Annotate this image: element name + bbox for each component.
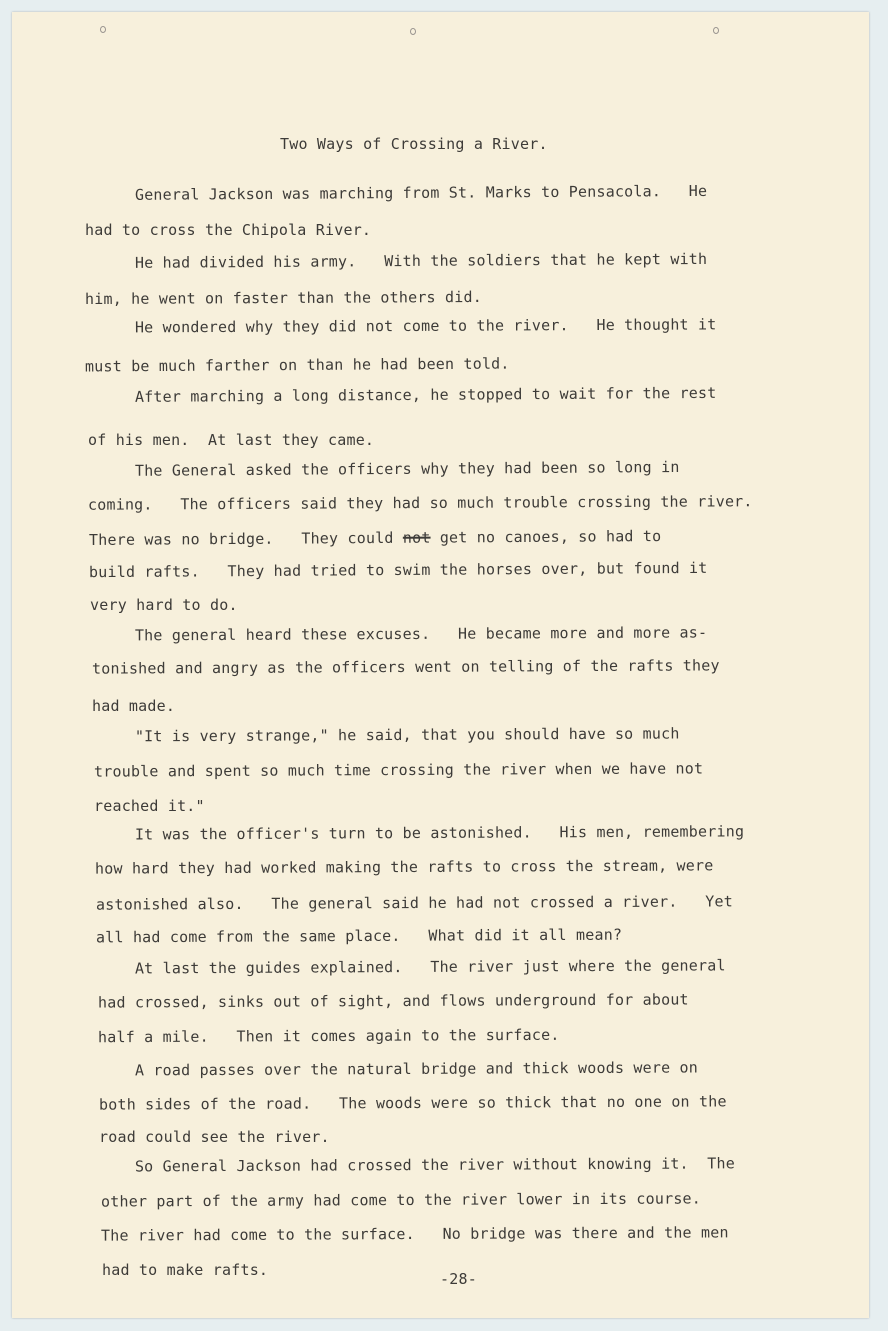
text-line: At last the guides explained. The river just where the general <box>97 956 726 978</box>
text-line: both sides of the road. The woods were so thick that no one on the <box>98 1092 727 1114</box>
text-line: He wondered why they did not come to the river. He thought it <box>97 315 717 337</box>
text-line: had to make rafts. <box>102 1261 269 1279</box>
text-line: After marching a long distance, he stopped to wait for the rest <box>97 383 717 407</box>
text-line: reached it." <box>94 797 205 815</box>
punch-hole-mark <box>410 28 416 35</box>
punch-hole-mark <box>100 26 106 33</box>
text-line: The river had come to the surface. No bridge was there and the men <box>100 1223 729 1245</box>
text-line: tonished and angry as the officers went on telling of the rafts they <box>91 656 720 678</box>
text-line: had made. <box>92 697 176 715</box>
text-line: It was the officer's turn to be astonished. His men, remembering <box>97 822 745 844</box>
page-title: Two Ways of Crossing a River. <box>280 135 548 153</box>
document-page <box>12 12 869 1318</box>
page-number: -28- <box>440 1270 477 1288</box>
text-line: build rafts. They had tried to swim the horses over, but found it <box>88 558 708 582</box>
text-line-end: get no canoes, so had to <box>430 527 662 547</box>
text-line: had crossed, sinks out of sight, and flows underground for about <box>97 990 689 1012</box>
text-line: coming. The officers said they had so much trouble crossing the river. <box>87 492 753 514</box>
text-line-start: There was no bridge. They could <box>88 528 403 549</box>
text-line: other part of the army had come to the river lower in its course. <box>100 1189 702 1211</box>
text-line: must be much farther on than he had been told. <box>84 354 510 376</box>
text-line: The General asked the officers why they had been so long in <box>97 457 680 481</box>
text-line: "It is very strange," he said, that you should have so much <box>97 724 680 746</box>
text-line: General Jackson was marching from St. Marks to Pensacola. He <box>97 181 708 205</box>
text-line: half a mile. Then it comes again to the surface. <box>97 1025 560 1047</box>
text-line: how hard they had worked making the rafts to cross the stream, were <box>94 856 714 878</box>
text-line: all had come from the same place. What did it all mean? <box>95 925 623 947</box>
text-line: trouble and spent so much time crossing the river when we have not <box>93 759 704 781</box>
text-line: had to cross the Chipola River. <box>85 221 372 239</box>
text-line: very hard to do. <box>90 596 238 614</box>
text-line: He had divided his army. With the soldiers that he kept with <box>97 249 708 273</box>
text-line: of his men. At last they came. <box>88 431 375 449</box>
struck-word: not <box>402 528 431 547</box>
text-line: The general heard these excuses. He became more and more as- <box>97 623 708 645</box>
text-line: astonished also. The general said he had not crossed a river. Yet <box>95 892 733 914</box>
text-line: him, he went on faster than the others did. <box>84 287 482 309</box>
text-line <box>89 527 661 549</box>
punch-hole-mark <box>713 27 719 34</box>
text-line: road could see the river. <box>99 1128 330 1146</box>
text-line: So General Jackson had crossed the river without knowing it. The <box>97 1154 735 1176</box>
text-line: A road passes over the natural bridge and thick woods were on <box>97 1058 699 1080</box>
